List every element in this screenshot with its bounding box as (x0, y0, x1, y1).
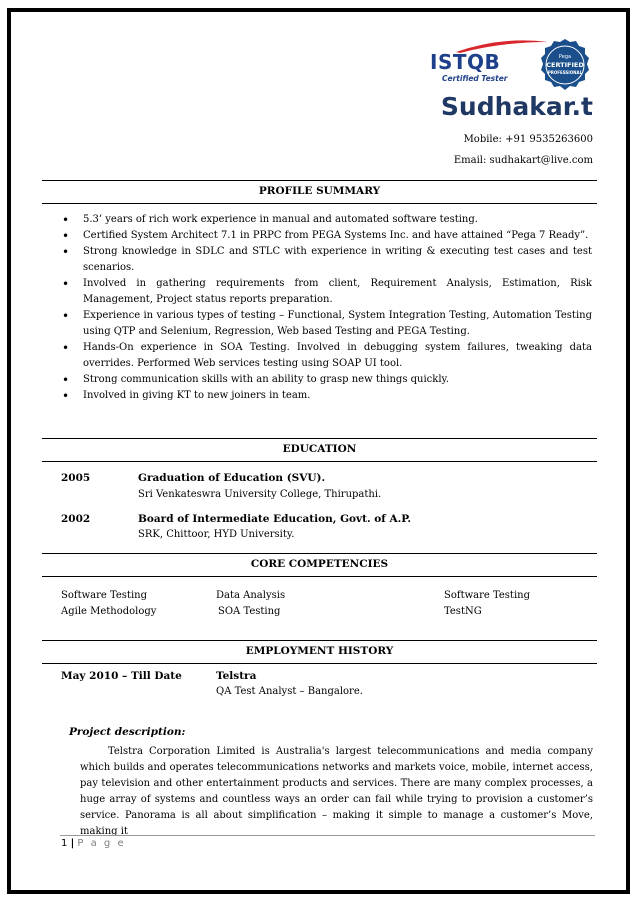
list-item: • Experience in various types of testing – Functional, System Integration Testing, Automation Testing using QTP and Selenium, Regression, Web based Testing and PEGA Testing. (62, 308, 592, 340)
list-item: • Strong communication skills with an ability to grasp new things quickly. (62, 372, 592, 388)
competency-item: Software Testing (61, 590, 147, 601)
education-heading: EDUCATION (282, 443, 357, 455)
section-rule (42, 576, 597, 577)
employment-history-heading: EMPLOYMENT HISTORY (245, 645, 394, 657)
profile-summary-list (62, 212, 592, 404)
email-address: Email: sudhakart@live.com (453, 155, 593, 166)
badge-professional: PROFESSIONAL (547, 70, 583, 75)
section-rule (42, 640, 597, 641)
section-rule (42, 461, 597, 462)
competency-item: Software Testing (444, 590, 530, 601)
education-institution: Sri Venkateswra University College, Thirupathi. (138, 489, 382, 500)
section-rule (42, 553, 597, 554)
education-institution: SRK, Chittoor, HYD University. (138, 529, 295, 540)
education-year: 2005 (61, 472, 91, 484)
badge-certified: CERTIFIED (546, 61, 584, 69)
mobile-number: Mobile: +91 9535263600 (463, 134, 593, 145)
core-competencies-heading: CORE COMPETENCIES (250, 558, 389, 570)
education-year: 2002 (61, 513, 91, 525)
section-rule (42, 203, 597, 204)
competency-item: SOA Testing (218, 606, 281, 617)
list-item: • 5.3’ years of rich work experience in manual and automated software testing. (62, 212, 592, 228)
list-item: • Strong knowledge in SDLC and STLC with experience in writing & executing test cases and test scenarios. (62, 244, 592, 276)
footer-separator: | (70, 838, 75, 849)
page-footer (61, 838, 126, 849)
education-degree: Board of Intermediate Education, Govt. of A.P. (138, 513, 412, 525)
employment-dates: May 2010 – Till Date (61, 670, 182, 682)
job-role: QA Test Analyst – Bangalore. (216, 686, 363, 697)
list-item: • Involved in gathering requirements from client, Requirement Analysis, Estimation, Risk Management, Project status reports preparation. (62, 276, 592, 308)
project-description-text: Telstra Corporation Limited is Australia's largest telecommunications and media company which builds and operates telecommunications networks and markets voice, mobile, internet access, pay television and other entertainment products and services. There are many complex processes, a huge array of systems and countless ways an order can fail while trying to provision a customer’s service. Panorama is all about simplification – making it simple to manage a customer’s Move, making it (80, 746, 593, 837)
list-item: • Certified System Architect 7.1 in PRPC from PEGA Systems Inc. and have attained “Pega 7 Ready”. (62, 228, 592, 244)
istqb-word: ISTQB (430, 50, 501, 74)
section-rule (42, 663, 597, 664)
page-word: P a g e (77, 838, 126, 849)
pega-certified-badge-icon (538, 38, 592, 92)
competency-item: Agile Methodology (61, 606, 157, 617)
page-number: 1 (61, 838, 68, 849)
project-description-label: Project description: (69, 726, 186, 738)
list-item: • Hands-On experience in SOA Testing. Involved in debugging system failures, tweaking data overrides. Performed Web services testing using SOAP UI tool. (62, 340, 592, 372)
istqb-subtitle: Certified Tester (442, 74, 508, 83)
candidate-name: Sudhakar.t (440, 92, 593, 121)
section-rule (42, 180, 597, 181)
list-item: • Involved in giving KT to new joiners in team. (62, 388, 592, 404)
education-degree: Graduation of Education (SVU). (138, 472, 326, 484)
competency-item: Data Analysis (216, 590, 286, 601)
section-rule (42, 438, 597, 439)
profile-summary-heading: PROFILE SUMMARY (258, 185, 381, 197)
footer-rule (60, 835, 595, 836)
employer-name: Telstra (216, 670, 257, 682)
badge-brand: Pega (558, 54, 572, 60)
competency-item: TestNG (444, 606, 482, 617)
istqb-logo (430, 40, 530, 86)
